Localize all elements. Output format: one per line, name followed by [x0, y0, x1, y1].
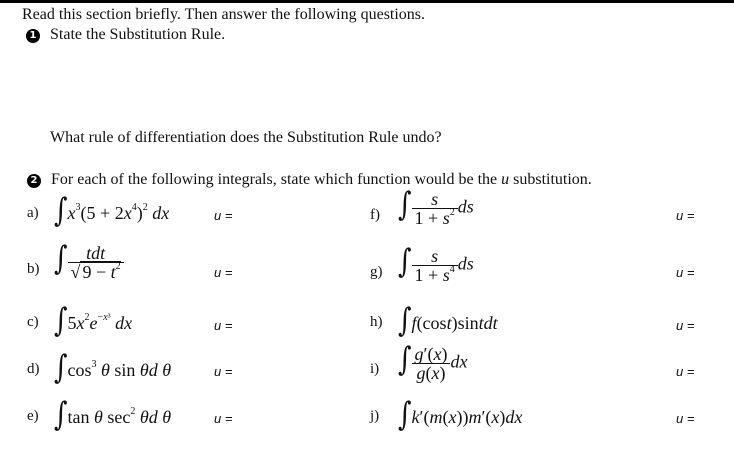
item-e-integral: ∫tan θ $\sec^2 \theta d$ θ: [54, 396, 172, 434]
item-j-integral: ∫k′(m(x))m′(x)dx: [398, 396, 523, 434]
item-h-label: h): [370, 314, 383, 330]
item-h-u-answer: u =: [676, 318, 695, 333]
intro-text: Read this section briefly. Then answer the following questions.: [22, 6, 426, 23]
question-1-followup: What rule of differentiation does the Substitution Rule undo?: [50, 129, 442, 146]
question-1-number: 1: [26, 29, 40, 43]
item-j-label: j): [370, 408, 380, 424]
item-b-label: b): [27, 261, 40, 277]
item-a-label: a): [27, 205, 39, 221]
item-d-label: d): [27, 361, 40, 377]
question-2-prompt-end: substitution.: [513, 171, 592, 188]
question-2-number: 2: [27, 174, 41, 188]
item-c-integral: $\int 5x^2e^{-x^3}$ dx: [54, 302, 133, 340]
item-i-label: i): [370, 361, 380, 377]
item-e-label: e): [27, 408, 39, 424]
top-rule: [0, 0, 734, 3]
item-h-integral: ∫f(cost)sintdt: [398, 302, 498, 340]
question-2-prompt: For each of the following integrals, state which function would be the: [51, 171, 498, 188]
item-a-integral: $\int x^3(5 + 2x^4)^2$ dx: [54, 192, 170, 230]
item-f-integral: ∫ $\frac{s}{1 + s^2}$ ds: [398, 185, 474, 228]
item-b-u-answer: u =: [214, 265, 233, 280]
item-j-u-answer: u =: [676, 411, 695, 426]
question-1: [26, 27, 225, 43]
item-i-integral: ∫ $\frac{g'(x)}{g(x)}$ dx: [398, 340, 468, 383]
item-d-u-answer: u =: [214, 364, 233, 379]
item-c-u-answer: u =: [214, 318, 233, 333]
item-g-label: g): [370, 264, 383, 280]
item-g-integral: ∫ $\frac{s}{1 + s^4}$ ds: [398, 242, 474, 285]
item-a-u-answer: u =: [214, 208, 233, 223]
item-f-label: f): [370, 207, 380, 223]
item-d-integral: $\int\cos^3$ θ sin θd θ: [54, 349, 172, 387]
item-i-u-answer: u =: [676, 364, 695, 379]
question-2: [27, 172, 592, 188]
question-1-prompt: State the Substitution Rule.: [50, 26, 226, 43]
item-c-label: c): [27, 314, 39, 330]
item-e-u-answer: u =: [214, 411, 233, 426]
question-2-variable: u: [501, 171, 510, 188]
item-g-u-answer: u =: [676, 265, 695, 280]
item-f-u-answer: u =: [676, 208, 695, 223]
item-b-integral: ∫ $\frac{\text{tdt}}{√ 9 - t^2}$: [54, 244, 124, 281]
